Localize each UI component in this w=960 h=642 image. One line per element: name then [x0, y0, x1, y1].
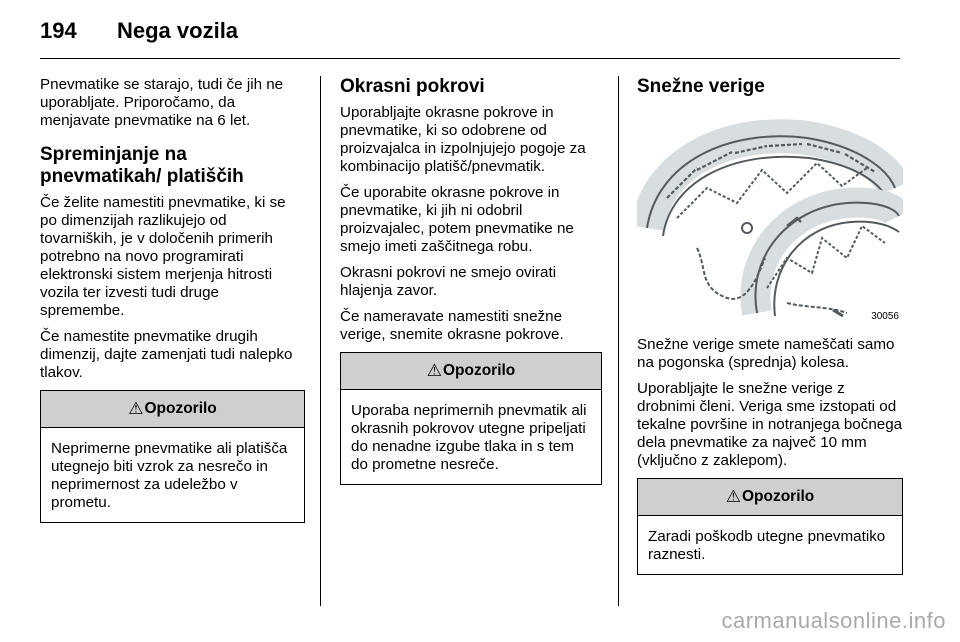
- section-title: Nega vozila: [117, 18, 239, 43]
- warning-body: [41, 428, 304, 522]
- snow-chain-drawing: [637, 108, 903, 324]
- figure-label: 30056: [871, 311, 899, 322]
- warning-body: [638, 516, 902, 574]
- paragraph: Uporabljajte okrasne pokrove in pnevmatike, ki so odobrene od proizvajalca in izpolnjujejo pogoje za kombinacijo platišč/pnevmatik.: [340, 104, 586, 175]
- warning-box: [340, 352, 602, 485]
- warning-title: Opozorilo: [741, 488, 815, 505]
- paragraph: Okrasni pokrovi ne smejo ovirati hlajenja zavor.: [340, 264, 557, 299]
- paragraph: Če namestite pnevmatike drugih dimenzij, dajte zamenjati tudi nalepko tlakov.: [40, 328, 293, 381]
- warning-title: Opozorilo: [442, 362, 516, 379]
- heading-tire-changes: Spreminjanje na pnevmatikah/ platiščih: [40, 144, 244, 187]
- page-number: 194: [40, 18, 77, 43]
- column-wheel-covers: [340, 76, 602, 495]
- warning-header: [41, 391, 304, 428]
- paragraph: Če želite namestiti pnevmatike, ki se po dimenzijah razlikujejo od tovarniških, je v določenih primerih potrebno na novo programirati elektronski sistem merjenja hitrosti vozila ter izvesti tudi druge spremembe.: [40, 194, 286, 319]
- warning-text: Uporaba neprimernih pnevmatik ali okrasnih pokrovov utegne pripeljati do nenadne izgube tlaka in s tem do prometne nesreče.: [351, 402, 587, 473]
- warning-box: [40, 390, 305, 523]
- heading-snow-chains: Snežne verige: [637, 76, 765, 97]
- intro-paragraph: Pnevmatike se starajo, tudi če jih ne uporabljate. Priporočamo, da menjavate pnevmatike na 6 let.: [40, 76, 284, 129]
- warning-header: [341, 353, 601, 390]
- heading-wheel-covers: Okrasni pokrovi: [340, 76, 485, 97]
- header-rule: [40, 58, 900, 59]
- warning-triangle-icon: ⚠: [725, 487, 741, 506]
- paragraph: Če uporabite okrasne pokrove in pnevmatike, ki jih ni odobril proizvajalec, potem pnevmatike ne smejo imeti zaščitnega robu.: [340, 184, 574, 255]
- warning-box: [637, 478, 903, 575]
- warning-text: Zaradi poškodb utegne pnevmatiko raznesti.: [648, 528, 886, 563]
- warning-title: Opozorilo: [144, 400, 217, 417]
- column-tires: [40, 76, 305, 533]
- column-divider: [618, 76, 619, 606]
- warning-triangle-icon: ⚠: [426, 361, 442, 380]
- paragraph: Če nameravate namestiti snežne verige, snemite okrasne pokrove.: [340, 308, 564, 343]
- warning-header: [638, 479, 902, 516]
- watermark: carmanualsonline.info: [721, 608, 946, 633]
- column-divider: [320, 76, 321, 606]
- paragraph: Snežne verige smete nameščati samo na pogonska (sprednja) kolesa.: [637, 336, 895, 371]
- warning-body: [341, 390, 601, 484]
- paragraph: Uporabljajte le snežne verige z drobnimi členi. Veriga sme izstopati od tekalne površine in notranjega bočnega dela pnevmatike za največ 10 mm (vključno z zaklepom).: [637, 380, 903, 469]
- warning-text: Neprimerne pnevmatike ali platišča utegnejo biti vzrok za nesrečo in neprimernost za udeležbo v prometu.: [51, 440, 288, 511]
- column-snow-chains: [637, 76, 903, 585]
- warning-triangle-icon: ⚠: [128, 399, 144, 418]
- snow-chain-illustration: [637, 108, 903, 324]
- page-header: [40, 14, 900, 54]
